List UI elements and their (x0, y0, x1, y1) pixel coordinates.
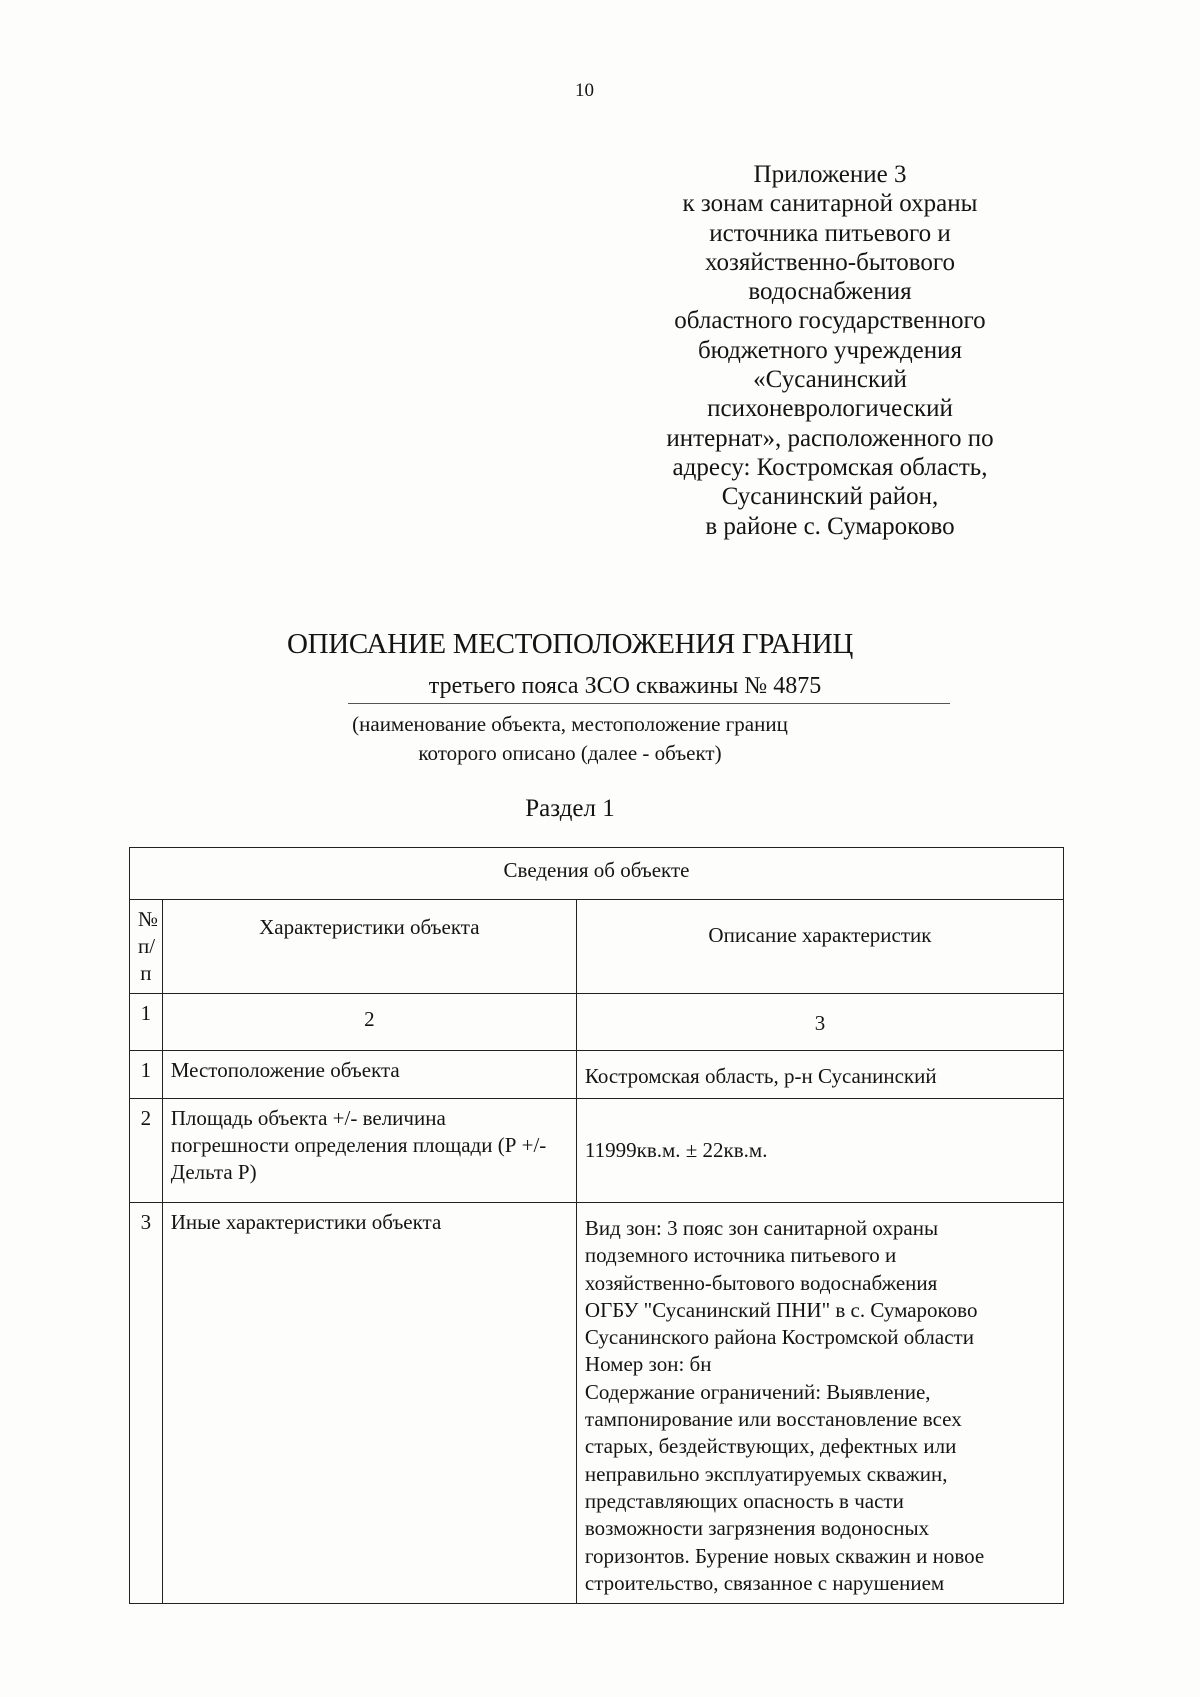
appendix-line: в районе с. Сумароково (705, 512, 955, 540)
description-line: Сусанинского района Костромской области (584, 1325, 974, 1350)
column-header-characteristics: Характеристики объекта (162, 900, 576, 994)
description-line: подземного источника питьевого и (584, 1243, 897, 1268)
appendix-line: психоневрологический (707, 395, 953, 423)
appendix-line: адресу: Костромская область, (672, 453, 988, 481)
column-number-row (130, 994, 1064, 1051)
row-characteristic: Иные характеристики объекта (162, 1203, 576, 1604)
description-line: горизонтов. Бурение новых скважин и новое (584, 1543, 985, 1568)
table-row (130, 1203, 1064, 1604)
appendix-line: бюджетного учреждения (697, 336, 963, 364)
description-line: строительство, связанное с нарушением (584, 1570, 945, 1595)
document-subtitle (300, 673, 950, 704)
document-title: ОПИСАНИЕ МЕСТОПОЛОЖЕНИЯ ГРАНИЦ (286, 628, 854, 660)
row-number: 3 (130, 1203, 163, 1604)
row-description (576, 1203, 1063, 1604)
table-header-row (130, 848, 1064, 900)
column-number: 1 (130, 994, 163, 1051)
description-line: возможности загрязнения водоносных (584, 1516, 930, 1541)
appendix-line: интернат», расположенного по (666, 424, 994, 452)
appendix-line: областного государственного (674, 307, 986, 335)
page-number: 10 (575, 80, 594, 101)
row-number: 2 (130, 1099, 163, 1203)
section-label: Раздел 1 (525, 795, 615, 822)
appendix-line: Приложение 3 (753, 161, 907, 188)
subtitle-text: третьего пояса ЗСО скважины № 4875 (428, 673, 822, 699)
column-header-description: Описание характеристик (576, 900, 1063, 994)
row-description: 11999кв.м. ± 22кв.м. (576, 1099, 1063, 1203)
description-line: Содержание ограничений: Выявление, (584, 1379, 931, 1404)
table-row (130, 1051, 1064, 1099)
appendix-block (620, 160, 1040, 541)
description-line: ОГБУ "Сусанинский ПНИ" в с. Сумароково (584, 1297, 978, 1322)
appendix-line: к зонам санитарной охраны (682, 190, 978, 218)
subtitle-underline (348, 703, 950, 704)
object-info-table (129, 847, 1064, 1604)
caption-line: которого описано (далее - объект) (418, 741, 722, 765)
description-line: представляющих опасность в части (584, 1488, 904, 1513)
column-number: 3 (576, 994, 1063, 1051)
description-line: тампонирование или восстановление всех (584, 1407, 962, 1432)
column-header-no: № п/п (130, 900, 163, 994)
table-column-header-row (130, 900, 1064, 994)
description-line: Номер зон: бн (584, 1352, 712, 1377)
table-header: Сведения об объекте (130, 848, 1064, 900)
table-row (130, 1099, 1064, 1203)
row-number: 1 (130, 1051, 163, 1099)
object-caption (300, 710, 840, 768)
appendix-line: источника питьевого и (709, 219, 951, 247)
appendix-line: Сусанинский район, (721, 483, 939, 511)
caption-line: (наименование объекта, местоположение границ (352, 712, 788, 736)
appendix-line: «Сусанинский (753, 366, 907, 394)
description-line: неправильно эксплуатируемых скважин, (584, 1461, 948, 1486)
description-line: Вид зон: 3 пояс зон санитарной охраны (584, 1216, 939, 1240)
row-characteristic: Местоположение объекта (162, 1051, 576, 1099)
row-characteristic: Площадь объекта +/- величина погрешности определения площади (Р +/- Дельта Р) (162, 1099, 576, 1203)
row-description: Костромская область, р-н Сусанинский (576, 1051, 1063, 1099)
appendix-line: водоснабжения (748, 278, 912, 306)
appendix-line: хозяйственно-бытового (704, 248, 956, 276)
column-number: 2 (162, 994, 576, 1051)
description-line: старых, бездействующих, дефектных или (584, 1434, 957, 1459)
description-line: хозяйственно-бытового водоснабжения (584, 1270, 938, 1295)
